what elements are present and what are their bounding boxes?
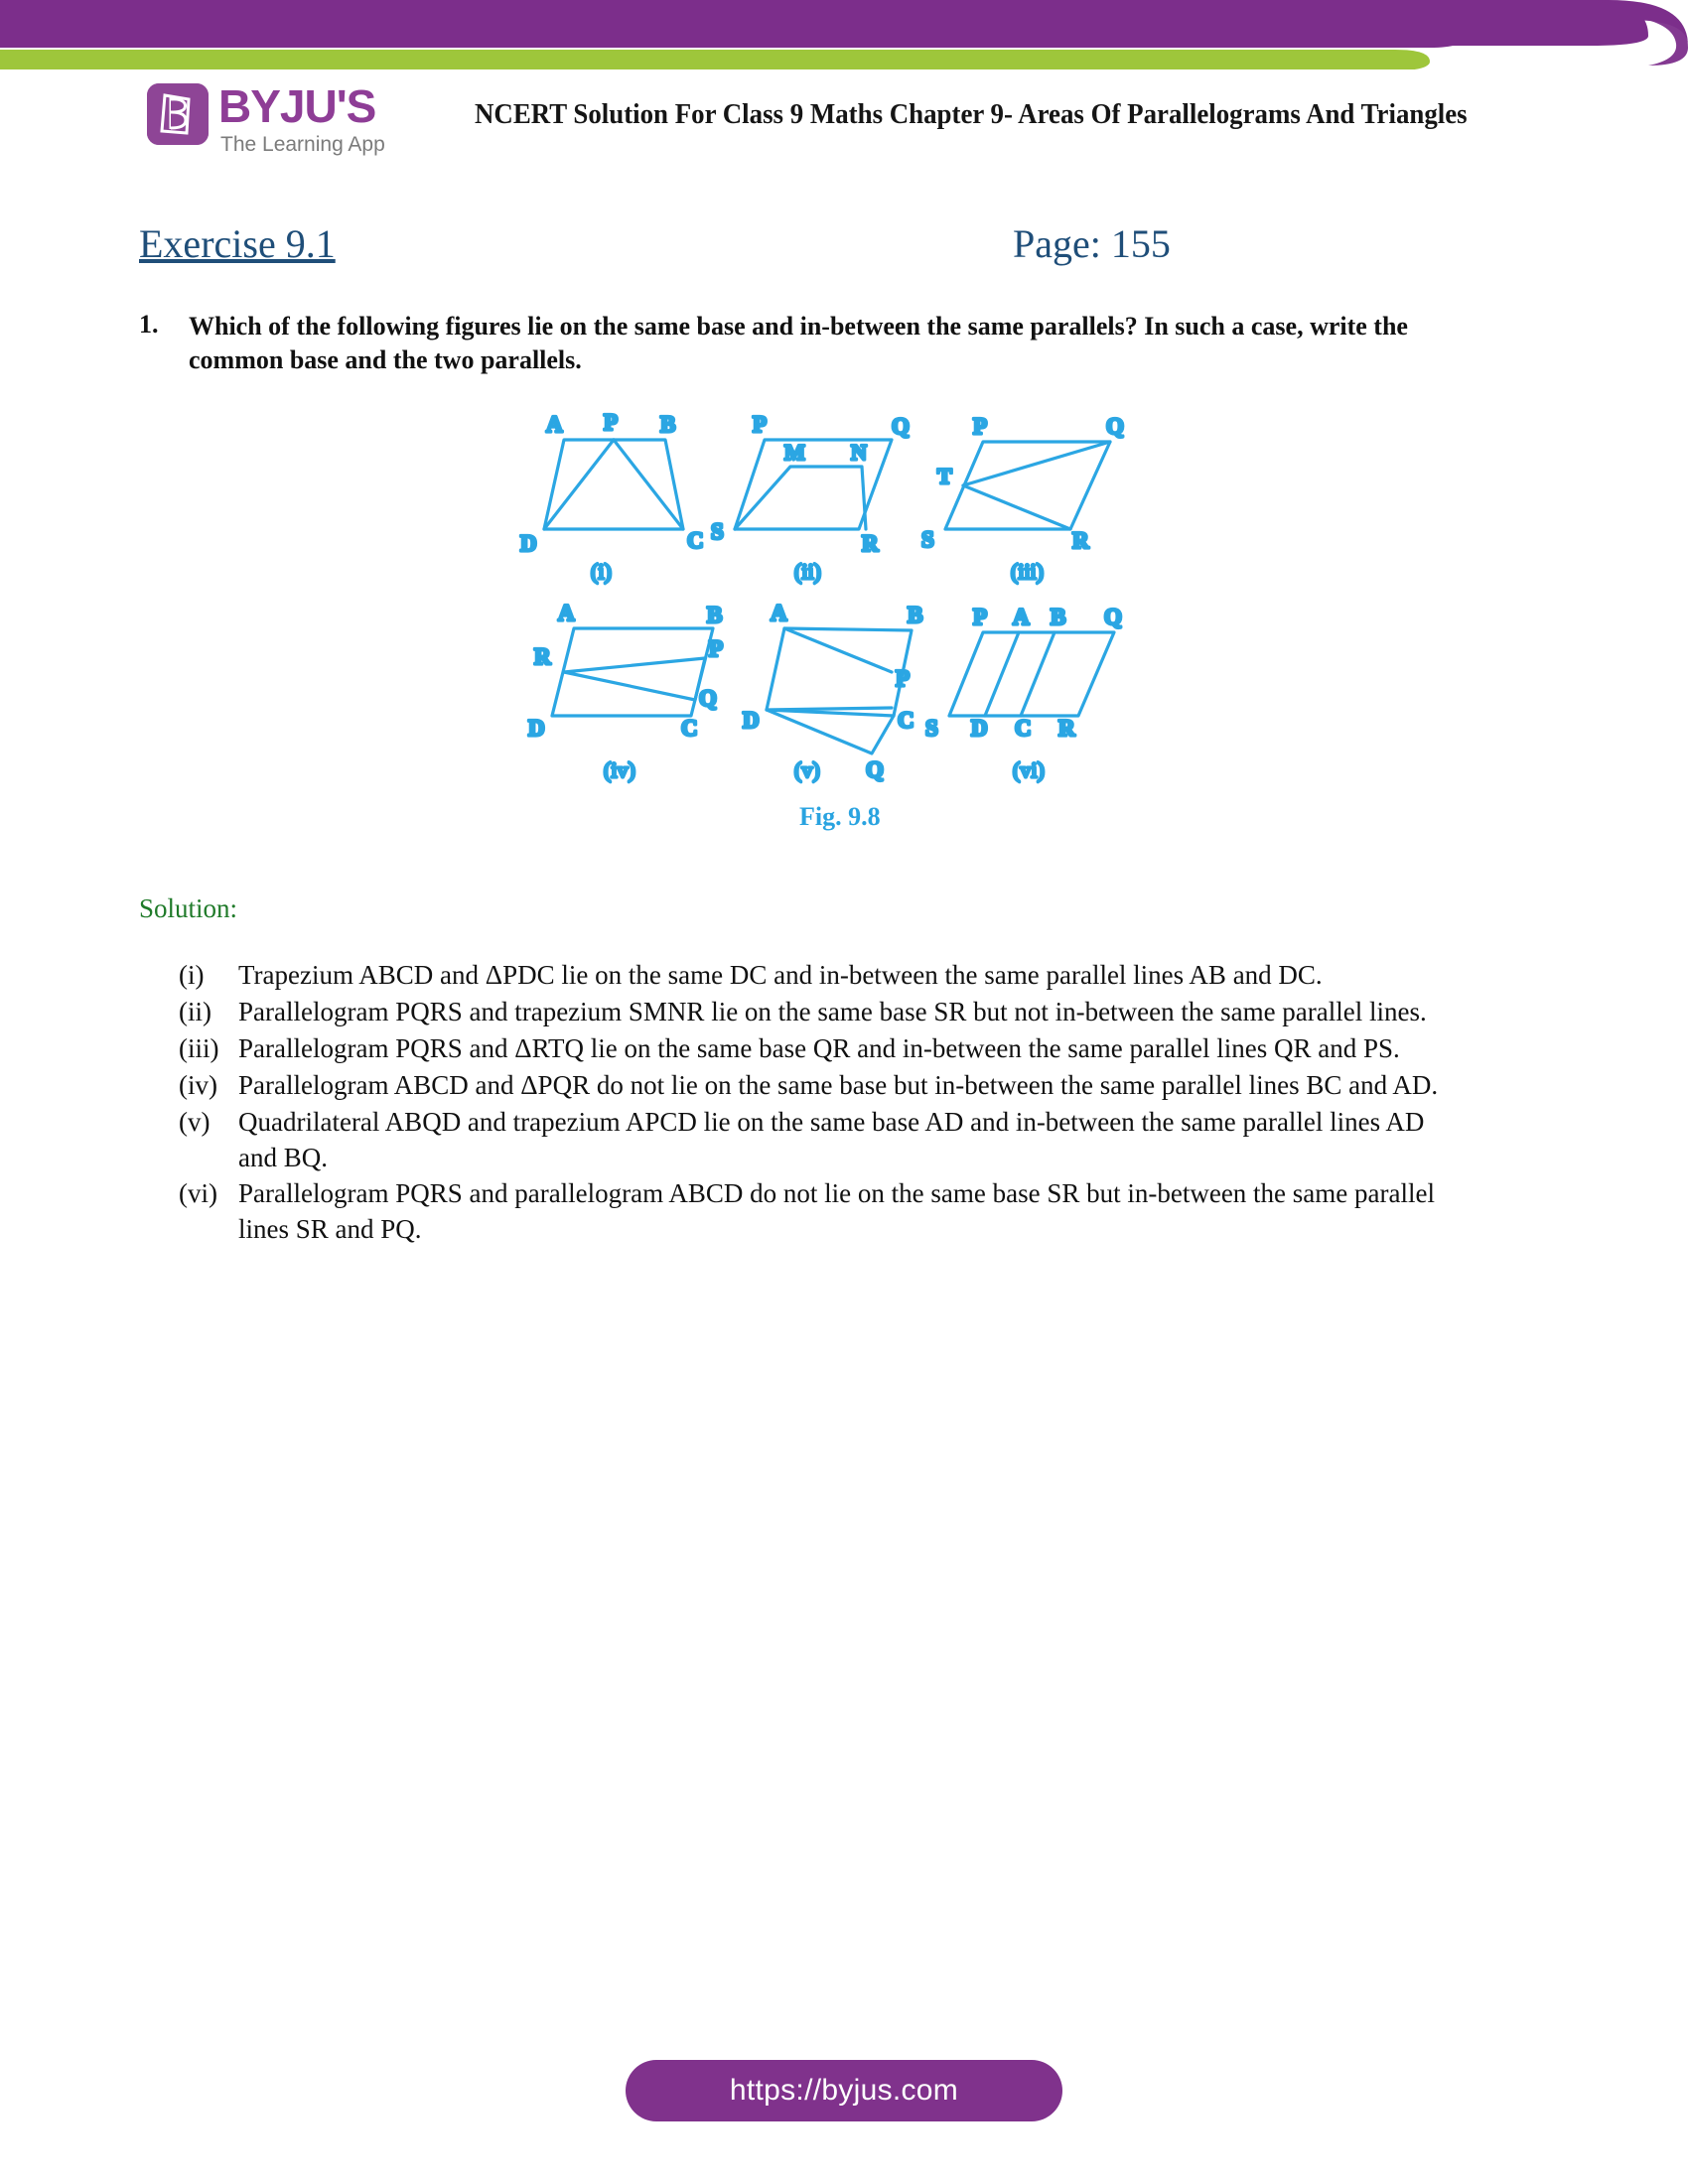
solution-item-text: Quadrilateral ABQD and trapezium APCD lie on the same base AD and in-between the same parallel lines AD and BQ. [238,1106,1425,1172]
figure-v-label-A: A [771,601,787,625]
figure-vi-caption: (vi) [1013,757,1045,782]
figure-9-8-svg [496,412,1211,849]
figure-vi-label-R: R [1058,716,1075,741]
figure-ii-label-M: M [784,440,805,465]
figure-v-label-D: D [743,708,760,733]
solution-list [179,958,1460,1249]
figure-i-label-B: B [660,412,676,437]
figure-9-8 [496,412,1211,849]
figure-ii-label-N: N [851,440,867,465]
figure-vi-label-D: D [971,716,988,741]
figure-vi-label-A: A [1013,605,1030,629]
figure-iii-label-Q: Q [1106,414,1124,439]
solution-item-text: Trapezium ABCD and ΔPDC lie on the same DC and in-between the same parallel lines AB and DC. [238,960,1323,990]
solution-item [179,995,1460,1030]
figure-iii-label-T: T [937,464,952,488]
figure-iv-caption: (iv) [604,757,635,782]
figure-i-caption: (i) [591,559,612,584]
figure-iii-label-R: R [1072,528,1089,553]
figure-iv-label-D: D [528,716,545,741]
byjus-wordmark: BYJU'S [218,80,376,132]
figure-iv-label-P: P [709,636,724,661]
figure-ii-shape [735,440,892,529]
figure-iii-label-P: P [973,414,988,439]
solution-item-text: Parallelogram PQRS and parallelogram ABCD do not lie on the same base SR but in-between the same parallel lines SR and PQ. [238,1178,1435,1245]
solution-item [179,1105,1460,1176]
figure-iii-caption: (iii) [1011,559,1044,584]
figure-ii-label-S: S [711,519,724,544]
figure-iv-label-R: R [534,644,551,669]
figure-v-shape [767,628,912,753]
figure-v-label-C: C [898,708,914,733]
solution-item-marker: (ii) [179,996,211,1026]
solution-item-text: Parallelogram PQRS and trapezium SMNR lie on the same base SR but not in-between the same parallel lines. [238,996,1427,1026]
page-number-label: Page: 155 [1013,221,1171,266]
solution-item-marker: (i) [179,960,205,990]
figure-ii-label-Q: Q [892,414,910,439]
byjus-logo [147,81,445,173]
figure-vi-label-B: B [1051,605,1066,629]
figure-iii-shape [945,442,1110,529]
byjus-tagline: The Learning App [220,133,385,156]
figure-i-label-D: D [520,531,537,556]
solution-item [179,1176,1460,1248]
figure-vi-label-Q: Q [1104,605,1122,629]
figure-i-label-P: P [604,412,619,435]
figure-iii-label-S: S [921,527,934,552]
brand-header [147,81,1537,173]
solution-item-text: Parallelogram ABCD and ΔPQR do not lie on the same base but in-between the same parallel lines BC and AD. [238,1069,1439,1100]
figure-iv-label-Q: Q [699,686,717,711]
figure-ii-label-R: R [862,531,879,556]
solution-item-marker: (vi) [179,1178,217,1209]
solution-label: Solution: [139,893,238,923]
figure-vi-label-P: P [973,605,988,629]
header-band-green [0,50,1430,69]
solution-item-marker: (iii) [179,1032,219,1063]
figure-iv-label-A: A [558,601,575,625]
figure-vi-label-S: S [925,716,938,741]
figure-v-label-P: P [896,666,911,691]
figure-vi-label-C: C [1015,716,1032,741]
figure-vi-shape [949,632,1114,716]
figure-i-label-A: A [546,412,563,437]
exercise-link[interactable]: Exercise 9.1 [139,221,336,266]
question-block [139,310,1460,378]
byjus-url-button[interactable] [626,2060,1062,2121]
figure-v-label-Q: Q [866,757,884,782]
figure-ii-caption: (ii) [794,559,821,584]
document-title: NCERT Solution For Class 9 Maths Chapter 9- Areas Of Parallelograms And Triangles [475,99,1468,130]
solution-item-marker: (v) [179,1106,211,1137]
solution-item [179,1031,1460,1067]
figure-iv-label-C: C [681,716,698,741]
solution-item-marker: (iv) [179,1069,217,1100]
figure-i-label-C: C [687,528,704,553]
solution-item [179,1068,1460,1104]
figure-iv-shape [552,628,713,716]
figure-i-shape [544,440,683,529]
exercise-page-row [139,220,1549,276]
byjus-logo-mark-icon [147,83,209,145]
header-decoration [0,0,1688,69]
figure-caption: Fig. 9.8 [799,802,881,831]
question-text: Which of the following figures lie on the same base and in-between the same parallels? In such a case, write the common base and the two parallels. [189,312,1408,375]
byjus-url-text: https://byjus.com [729,2074,959,2107]
solution-item [179,958,1460,994]
figure-v-label-B: B [908,603,923,627]
figure-ii-label-P: P [753,412,768,437]
figure-v-caption: (v) [794,757,820,782]
question-number: 1. [139,310,159,339]
header-band-purple [0,0,1688,48]
figure-iv-label-B: B [707,603,723,627]
solution-item-text: Parallelogram PQRS and ΔRTQ lie on the same base QR and in-between the same parallel lines QR and PS. [238,1032,1400,1063]
